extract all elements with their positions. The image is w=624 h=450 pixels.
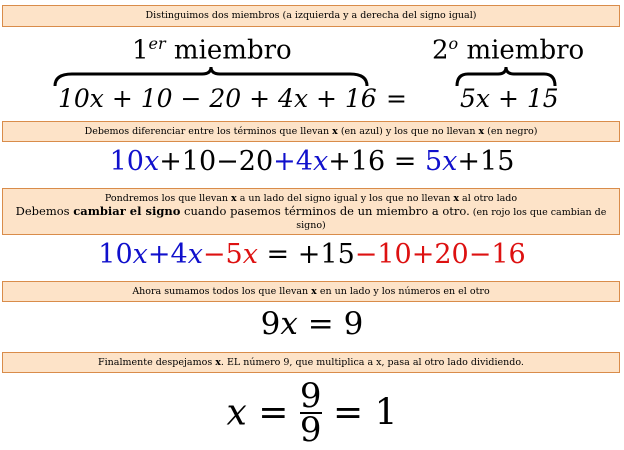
eq3-term-15: +15	[297, 239, 355, 270]
eq5-fraction	[299, 376, 322, 450]
note3-text-c: al otro lado	[459, 193, 518, 204]
eq2-term-4x: +4x	[273, 146, 329, 177]
eq3-equals: =	[257, 239, 298, 270]
first-member-sup: er	[148, 34, 166, 53]
equation-transposed	[0, 239, 624, 270]
eq4-x: x	[280, 306, 298, 342]
note2-text-a: Debemos diferenciar entre los términos que llevan	[84, 126, 333, 137]
note4-text-a: Ahora sumamos todos los que llevan	[132, 286, 312, 297]
note2-text-b: (en azul) y los que no llevan	[337, 126, 479, 137]
note3-line2-a: Debemos	[15, 204, 74, 218]
note5-text-a: Finalmente despejamos	[98, 357, 216, 368]
equation-summed	[0, 306, 624, 342]
second-member-number: 2	[432, 35, 449, 66]
first-member-label	[132, 34, 292, 66]
note-sum	[2, 281, 620, 302]
eq3-term-numbers: −10+20−16	[354, 239, 526, 270]
eq3-term-minus5x: −5x	[202, 239, 258, 270]
note-change-sign	[2, 188, 620, 235]
note3-line2	[3, 205, 619, 232]
note5-x: x	[215, 357, 221, 368]
note3-x1: x	[231, 193, 237, 204]
eq2-term-numbers: +10−20	[159, 146, 274, 177]
equation-original-right	[460, 84, 559, 113]
first-member-word: miembro	[165, 35, 292, 66]
eq5-numerator: 9	[299, 376, 322, 416]
eq3-term-10x: 10x	[98, 239, 148, 270]
note2-x2: x	[478, 126, 485, 137]
note3-line2-small: (en rojo los que cambian de signo)	[296, 207, 607, 231]
equation-solution	[0, 376, 624, 450]
note3-line2-bold: cambiar el signo	[73, 204, 181, 218]
second-member-word: miembro	[458, 35, 585, 66]
eq1-equals-sign: =	[386, 84, 407, 113]
note5-text-b: . EL número 9, que multiplica a x, pasa al otro lado dividiendo.	[220, 357, 524, 368]
second-member-label	[432, 34, 584, 66]
eq4-equals: =	[297, 306, 344, 342]
equation-original-left	[58, 84, 377, 113]
eq4-result: 9	[343, 306, 364, 342]
first-member-number: 1	[132, 35, 149, 66]
eq3-term-4x: +4x	[147, 239, 203, 270]
eq1-left-text: 10x + 10 − 20 + 4x + 16	[58, 84, 377, 113]
note3-text-a: Pondremos los que llevan	[104, 193, 231, 204]
equation-colored	[0, 146, 624, 177]
note3-line2-b: cuando pasemos términos de un miembro a otro.	[180, 204, 470, 218]
equation-original-equals	[386, 84, 407, 113]
eq2-term-16: +16	[328, 146, 386, 177]
note-differentiate	[2, 121, 620, 142]
eq5-denominator: 9	[299, 410, 322, 450]
note3-text-b: a un lado del signo igual y los que no llevan	[236, 193, 454, 204]
note-members	[2, 5, 620, 27]
eq2-term-15: +15	[457, 146, 515, 177]
second-member-sup: o	[448, 34, 459, 53]
note2-x1: x	[332, 126, 338, 137]
eq4-coef: 9	[260, 306, 281, 342]
eq2-equals: =	[385, 146, 425, 177]
eq5-equals-2: =	[321, 392, 375, 434]
note-solve	[2, 352, 620, 373]
eq5-x: x	[226, 392, 247, 434]
eq2-term-10x: 10x	[109, 146, 160, 177]
eq1-right-text: 5x + 15	[460, 84, 559, 113]
note4-text-b: en un lado y los números en el otro	[316, 286, 490, 297]
note-members-text: Distinguimos dos miembros (a izquierda y a derecha del signo igual)	[145, 10, 477, 21]
note3-x2: x	[453, 193, 460, 204]
note2-text-c: (en negro)	[484, 126, 538, 137]
eq5-equals-1: =	[246, 392, 300, 434]
eq5-result: 1	[374, 392, 398, 434]
eq2-term-5x: 5x	[424, 146, 458, 177]
note4-x: x	[311, 286, 317, 297]
